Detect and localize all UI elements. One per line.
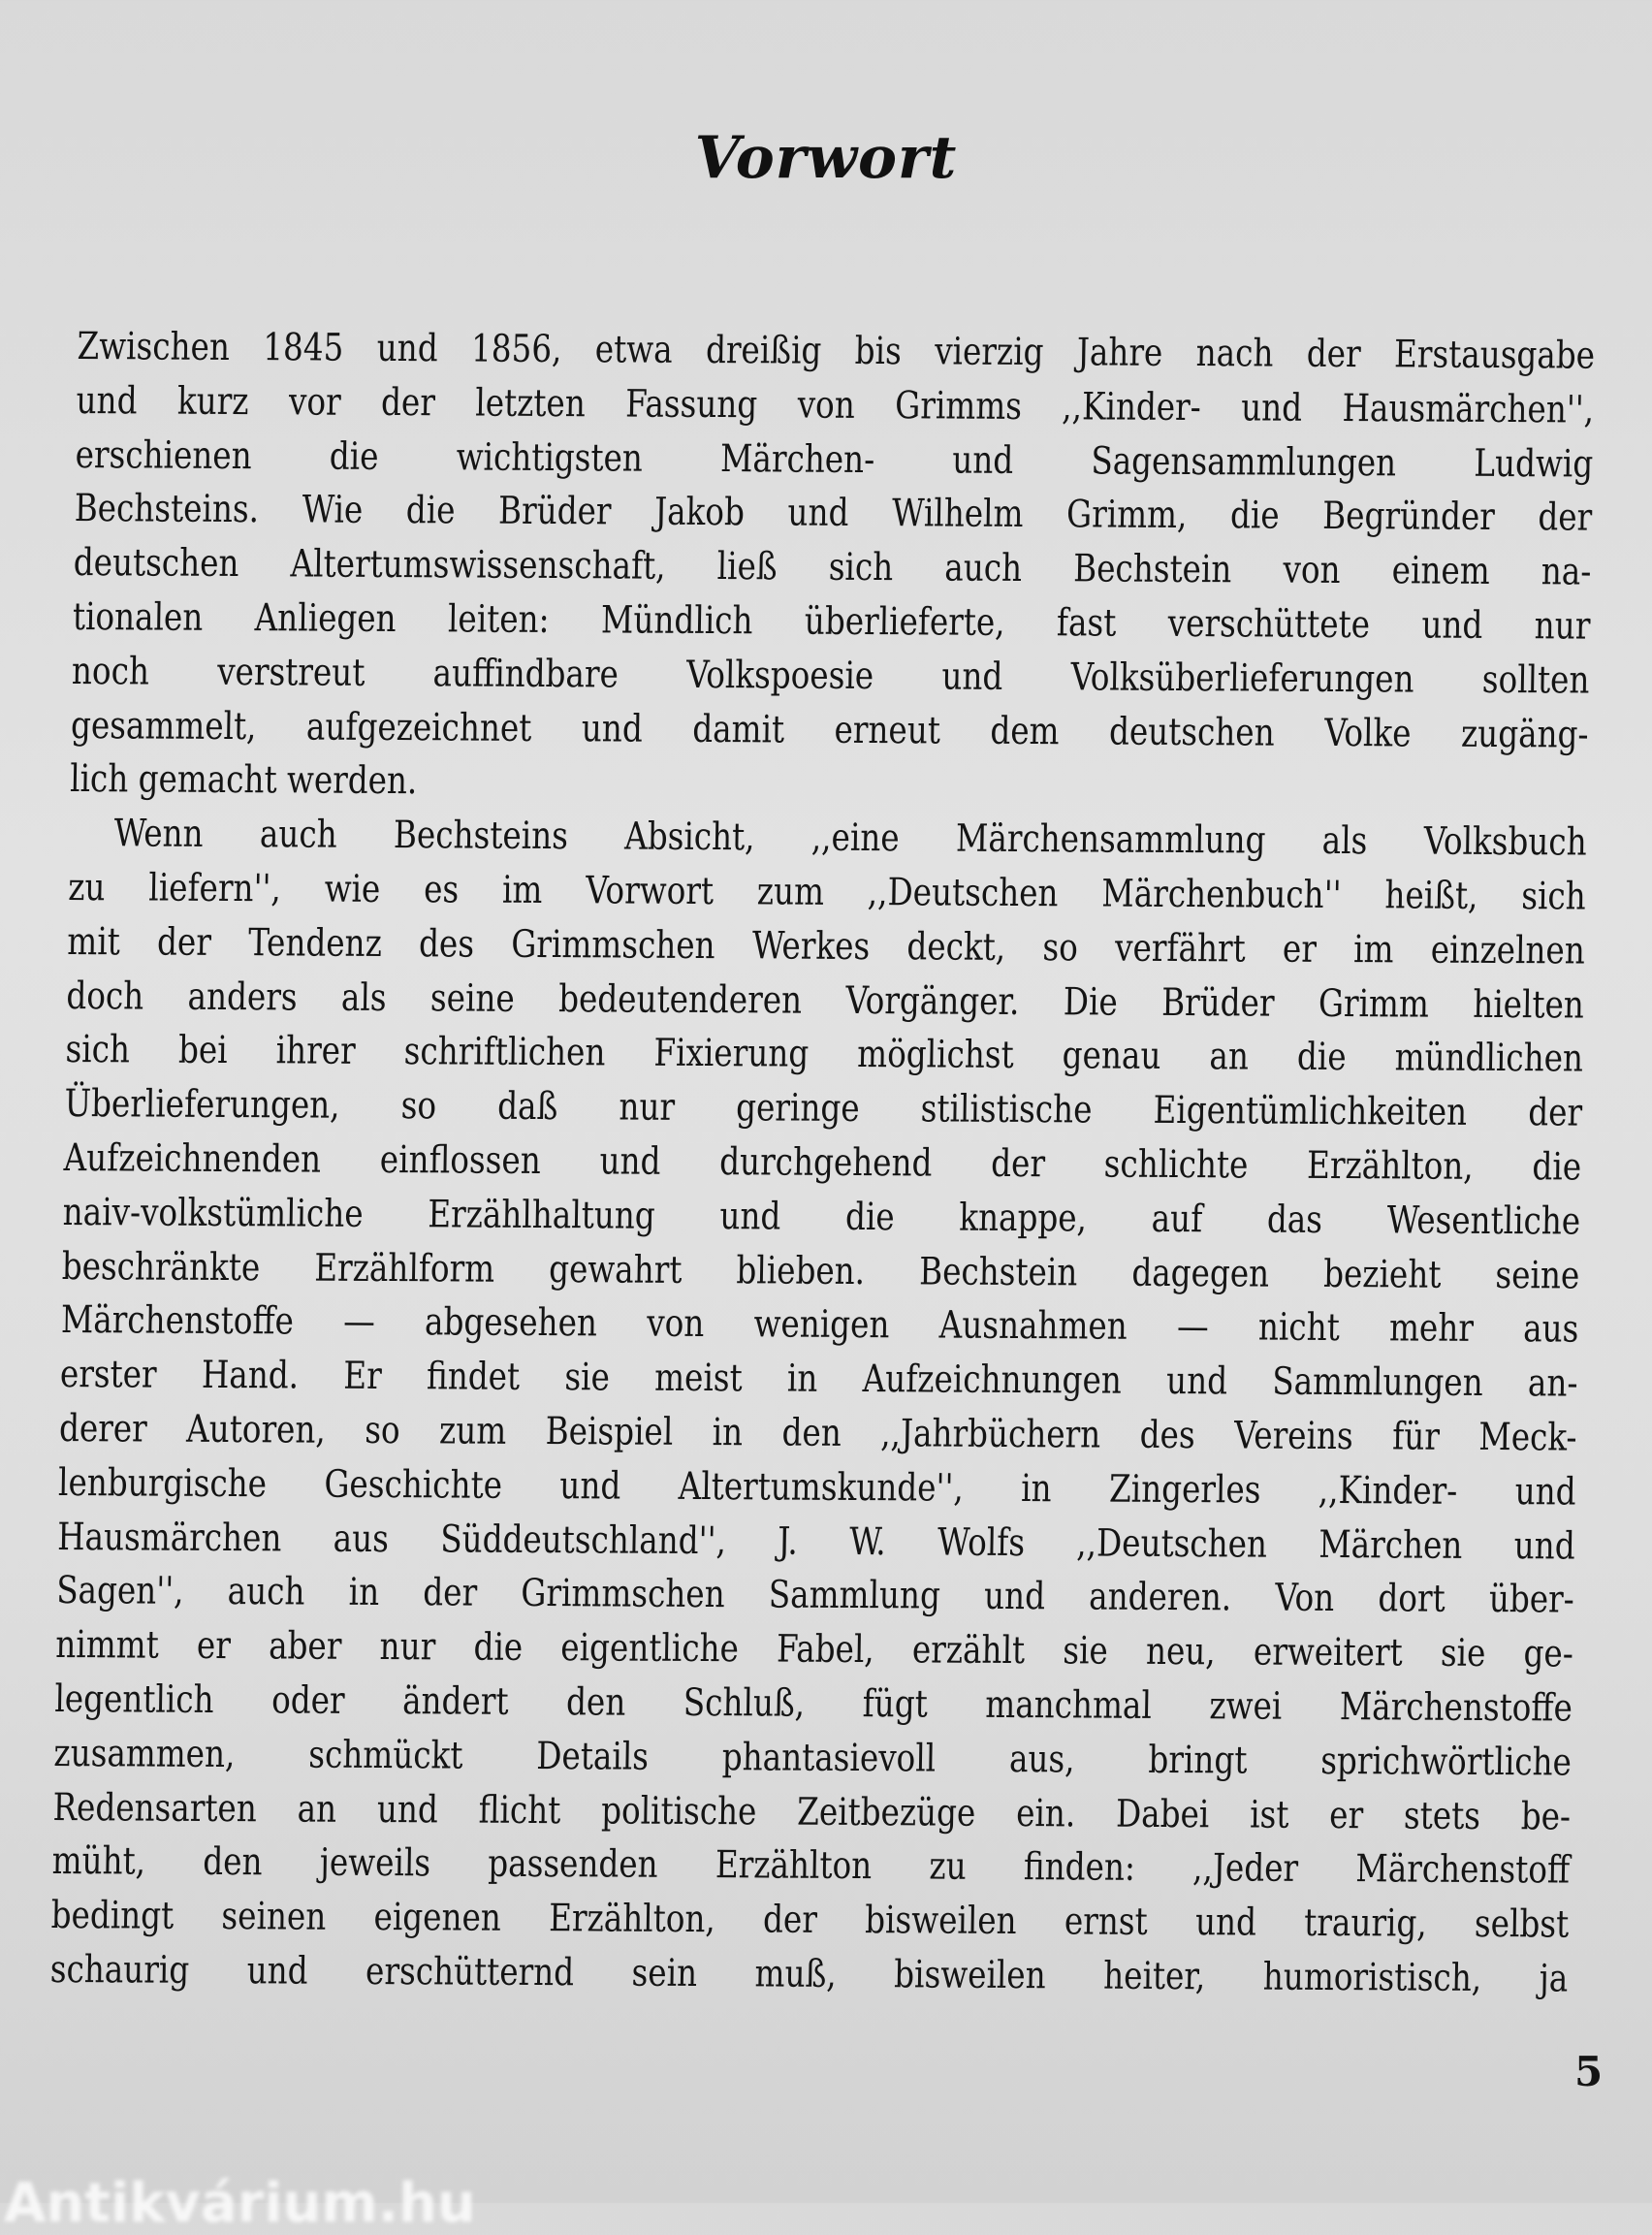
text-line: schaurig und erschütternd sein muß, bisweilen heiter, humoristisch, ja <box>49 1947 1569 2001</box>
page-title: Vorwort <box>694 124 958 192</box>
text-line: mit der Tendenz des Grimmschen Werkes deckt, so verfährt er im einzelnen <box>66 919 1586 974</box>
text-line: Überlieferungen, so daß nur geringe stilistische Eigentümlichkeiten der <box>64 1082 1583 1135</box>
text-line: Wenn auch Bechsteins Absicht, ,,eine Märchensammlung als Volksbuch <box>113 812 1588 865</box>
watermark: Antikvárium.hu <box>4 2172 476 2235</box>
page-number: 5 <box>1574 2048 1604 2095</box>
text-line: beschränkte Erzählform gewahrt blieben. Bechstein dagegen bezieht seine <box>61 1244 1580 1298</box>
text-line: Sagen'', auch in der Grimmschen Sammlung und anderen. Von dort über- <box>55 1569 1575 1622</box>
text-line: tionalen Anliegen leiten: Mündlich überlieferte, fast verschüttete und nur <box>72 594 1591 649</box>
text-line: gesammelt, aufgezeichnet und damit erneut dem deutschen Volke zugäng- <box>70 703 1589 757</box>
text-line: erschienen die wichtigsten Märchen- und Sagensammlungen Ludwig <box>75 432 1594 487</box>
text-line: derer Autoren, so zum Beispiel in den ,,Jahrbüchern des Vereins für Meck- <box>58 1406 1577 1460</box>
text-line: doch anders als seine bedeutenderen Vorgänger. Die Brüder Grimm hielten <box>66 974 1585 1028</box>
text-line: zu liefern'', wie es im Vorwort zum ,,Deutschen Märchenbuch'' heißt, sich <box>67 865 1587 919</box>
text-line: und kurz vor der letzten Fassung von Grimms ,,Kinder- und Hausmärchen'', <box>76 378 1595 432</box>
text-line: naiv-volkstümliche Erzählhaltung und die knappe, auf das Wesentliche <box>62 1190 1581 1244</box>
text-line: lenburgische Geschichte und Altertumskunde'', in Zingerles ,,Kinder- und <box>57 1460 1576 1515</box>
text-line: erster Hand. Er findet sie meist in Aufzeichnungen und Sammlungen an- <box>59 1353 1578 1406</box>
text-line: noch verstreut auffindbare Volkspoesie und Volksüberlieferungen sollten <box>71 649 1590 703</box>
text-line: Zwischen 1845 und 1856, etwa dreißig bis vierzig Jahre nach der Erstausgabe <box>77 324 1596 378</box>
text-line: Märchenstoffe — abgesehen von wenigen Ausnahmen — nicht mehr aus <box>60 1298 1579 1352</box>
text-line: bedingt seinen eigenen Erzählton, der bisweilen ernst und traurig, selbst <box>50 1894 1570 1947</box>
text-line: nimmt er aber nur die eigentliche Fabel, erzählt sie neu, erweitert sie ge- <box>54 1623 1574 1676</box>
text-line: lich gemacht werden. <box>69 757 418 804</box>
body-text <box>49 320 1596 2006</box>
text-line: deutschen Altertumswissenschaft, ließ sich auch Bechstein von einem na- <box>73 541 1592 594</box>
text-line: Aufzeichnenden einflossen und durchgehend der schlichte Erzählton, die <box>63 1135 1582 1190</box>
text-line: Hausmärchen aus Süddeutschland'', J. W. Wolfs ,,Deutschen Märchen und <box>56 1515 1576 1569</box>
text-line: zusammen, schmückt Details phantasievoll aus, bringt sprichwörtliche <box>53 1731 1573 1785</box>
text-line: müht, den jeweils passenden Erzählton zu finden: ,,Jeder Märchenstoff <box>51 1839 1571 1893</box>
text-line: sich bei ihrer schriftlichen Fixierung möglichst genau an die mündlichen <box>65 1028 1584 1081</box>
text-line: Bechsteins. Wie die Brüder Jakob und Wilhelm Grimm, die Begründer der <box>74 487 1593 540</box>
text-line: Redensarten an und flicht politische Zeitbezüge ein. Dabei ist er stets be- <box>52 1785 1572 1839</box>
text-line: legentlich oder ändert den Schluß, fügt manchmal zwei Märchenstoffe <box>54 1676 1573 1731</box>
